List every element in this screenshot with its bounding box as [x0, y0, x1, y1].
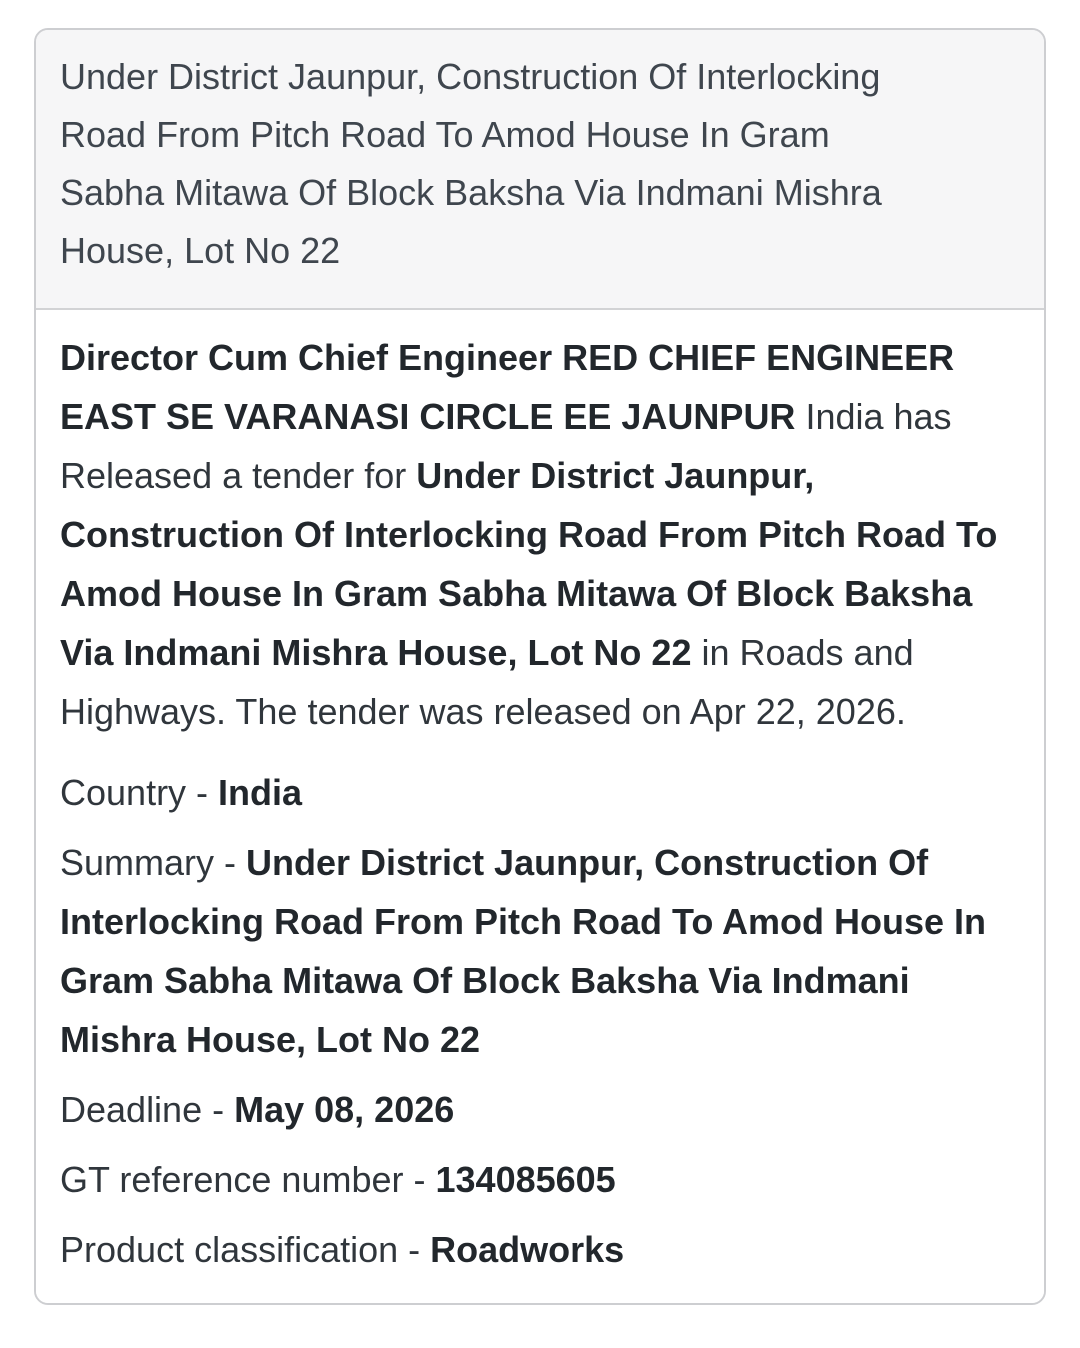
field-label: GT reference number - [60, 1159, 436, 1200]
tender-description [60, 328, 1020, 741]
field-value-summary: Under District Jaunpur, Construction Of Interlocking Road From Pitch Road To Amod House In Gram Sabha Mitawa Of Block Baksha Via Indmani Mishra House, Lot No 22 [60, 842, 987, 1060]
field-row-summary [60, 833, 1020, 1069]
tender-details-body [36, 310, 1044, 1303]
tender-name: Under District Jaunpur, Construction Of Interlocking Road From Pitch Road To Amod House In Gram Sabha Mitawa Of Block Baksha Via Indmani Mishra House, Lot No 22 [60, 455, 998, 673]
field-value-gt-reference: 134085605 [435, 1159, 616, 1200]
description-tail-text: in Roads and Highways. The tender was released on Apr 22, 2026. [60, 632, 914, 732]
field-row-product-classification [60, 1220, 1020, 1279]
field-row-deadline [60, 1080, 1020, 1139]
tender-title: Under District Jaunpur, Construction Of Interlocking Road From Pitch Road To Amod House In Gram Sabha Mitawa Of Block Baksha Via Indmani Mishra House, Lot No 22 [60, 56, 882, 271]
field-label: Deadline - [60, 1089, 235, 1130]
issuer-name: Director Cum Chief Engineer RED CHIEF ENGINEER EAST SE VARANASI CIRCLE EE JAUNPUR [60, 337, 955, 437]
field-label: Product classification - [60, 1229, 431, 1270]
field-row-country [60, 763, 1020, 822]
tender-card [34, 28, 1046, 1305]
field-label: Country - [60, 772, 219, 813]
description-text: India has Released a tender for [60, 396, 952, 496]
field-value-country: India [218, 772, 303, 813]
field-row-gt-reference [60, 1150, 1020, 1209]
field-value-product-classification: Roadworks [430, 1229, 625, 1270]
tender-title-header[interactable] [36, 30, 1044, 310]
field-label: Summary - [60, 842, 247, 883]
field-value-deadline: May 08, 2026 [234, 1089, 455, 1130]
